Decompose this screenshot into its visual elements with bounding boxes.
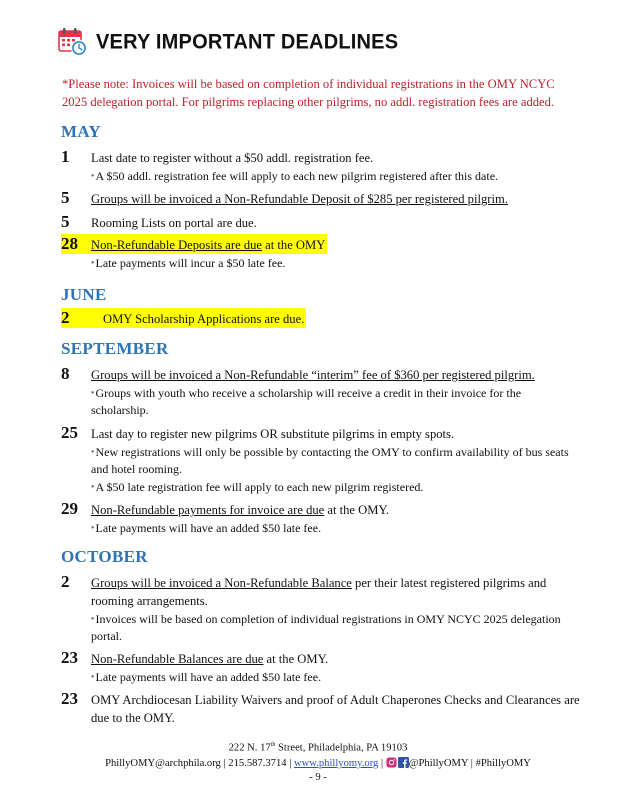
deadline-text: Non-Refundable payments for invoice are due at the OMY. [91,503,390,517]
deadline-june-2 [61,308,591,328]
deadline-day: 23 [61,689,78,708]
deadline-subnote: *A $50 late registration fee will apply to each new pilgrim registered. [91,480,424,494]
deadline-text: Groups will be invoiced a Non-Refundable Balance per their latest registered pilgrims and rooming arrangements. [91,576,547,608]
title-row [58,27,398,57]
deadline-oct-23-balances [61,648,591,686]
deadline-subnote: *Groups with youth who receive a scholarship will receive a credit in their invoice for the scholarship. [91,386,522,417]
deadline-may-1 [61,147,591,185]
deadline-text: Non-Refundable Deposits are due at the OMY [91,238,326,252]
highlight-band [61,308,306,328]
deadline-subnote: *New registrations will only be possible by contacting the OMY to confirm availability of bus seats and hotel rooming. [91,445,569,476]
facebook-icon[interactable] [398,757,409,768]
deadline-text: OMY Archdiocesan Liability Waivers and proof of Adult Chaperones Checks and Clearances are due to the OMY. [91,693,580,725]
month-heading-may: MAY [61,122,101,141]
deadline-subnote: *A $50 addl. registration fee will apply to each new pilgrim registered after this date. [91,169,499,183]
deadline-text: Non-Refundable Balances are due at the OMY. [91,652,329,666]
deadline-day: 2 [61,308,70,327]
deadline-text: Groups will be invoiced a Non-Refundable Deposit of $285 per registered pilgrim. [91,192,508,206]
deadline-subnote: *Late payments will have an added $50 late fee. [91,521,322,535]
deadline-oct-23-waivers [61,689,591,727]
deadline-day: 2 [61,572,70,591]
footer-contact: PhillyOMY@archphila.org | 215.587.3714 | www.phillyomy.org | @PhillyOMY | #PhillyOMY [105,758,531,769]
deadline-subnote: *Late payments will incur a $50 late fee. [91,256,286,270]
calendar-clock-icon [58,27,88,57]
deadline-text: Rooming Lists on portal are due. [91,216,257,230]
deadline-may-5-invoice [61,188,591,208]
deadline-day: 5 [61,212,70,231]
page-number: - 9 - [309,772,327,783]
deadline-text: OMY Scholarship Applications are due. [103,312,305,326]
deadline-text: Last date to register without a $50 addl. registration fee. [91,151,374,165]
footer-website-link[interactable]: www.phillyomy.org [293,758,379,769]
deadline-may-28 [61,234,591,272]
footer-email[interactable]: PhillyOMY@archphila.org [105,758,221,769]
instagram-icon[interactable] [386,757,397,768]
deadline-day: 8 [61,364,70,383]
deadline-day: 23 [61,648,78,667]
deadline-oct-2 [61,572,591,645]
footer-handle: @PhillyOMY [408,758,469,769]
deadline-day: 1 [61,147,70,166]
deadline-sept-8 [61,364,591,419]
page-title: VERY IMPORTANT DEADLINES [96,29,399,54]
deadline-sept-25 [61,423,591,496]
deadline-text: Groups will be invoiced a Non-Refundable “interim” fee of $360 per registered pilgrim. [91,368,535,382]
month-heading-september: SEPTEMBER [61,339,169,358]
deadline-sept-29 [61,499,591,537]
deadline-day: 29 [61,499,78,518]
deadline-may-5-rooming [61,212,591,232]
footer-address: 222 N. 17th Street, Philadelphia, PA 19103 [228,742,408,754]
registration-note: *Please note: Invoices will be based on completion of individual registrations in the OMY NCYC 2025 delegation portal. For pilgrims replacing other pilgrims, no addl. registration fees are added. [62,77,555,109]
highlight-band [61,234,327,254]
deadline-text: Last day to register new pilgrims OR substitute pilgrims in empty spots. [91,427,455,441]
deadline-day: 28 [61,234,78,253]
deadline-day: 5 [61,188,70,207]
deadline-day: 25 [61,423,78,442]
footer-hashtag: #PhillyOMY [475,758,531,769]
deadline-subnote: *Late payments will have an added $50 late fee. [91,670,322,684]
deadline-subnote: *Invoices will be based on completion of individual registrations in OMY NCYC 2025 delegation portal. [91,612,561,643]
footer-phone: 215.587.3714 [228,758,287,769]
month-heading-june: JUNE [61,285,107,304]
month-heading-october: OCTOBER [61,547,148,566]
